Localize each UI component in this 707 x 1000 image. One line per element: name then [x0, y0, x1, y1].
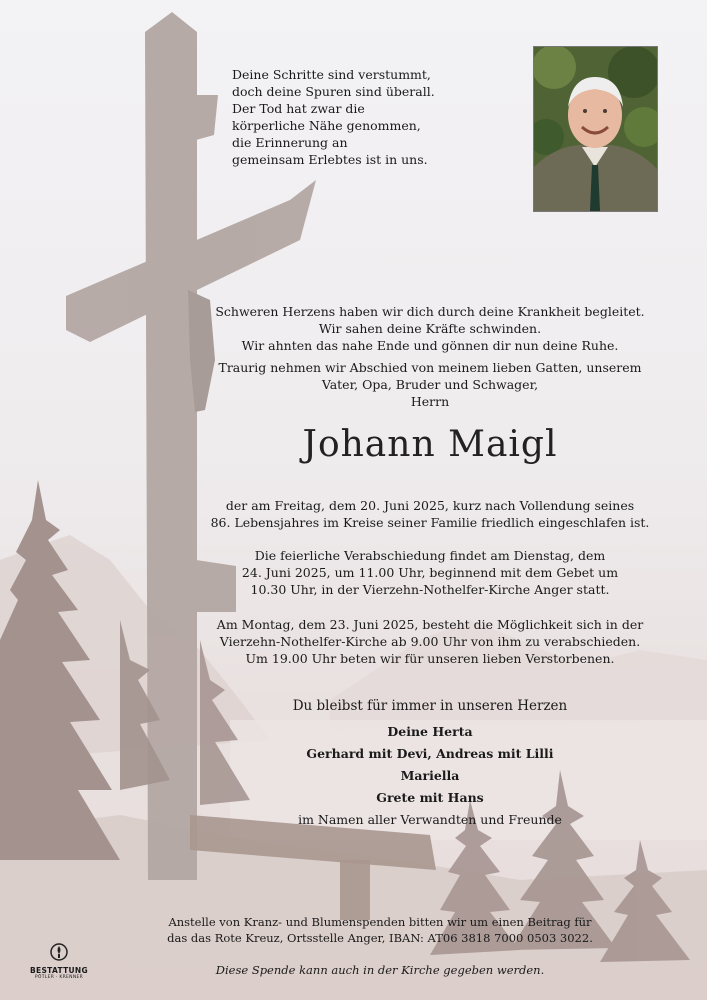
mourner-name: Mariella: [400, 768, 460, 783]
portrait-icon: [534, 47, 657, 211]
donation-line: Anstelle von Kranz- und Blumenspenden bitten wir um einen Beitrag für: [168, 915, 592, 929]
poem-line: körperliche Nähe genommen,: [232, 118, 421, 133]
intro-line: Wir sahen deine Kräfte schwinden.: [318, 321, 542, 336]
viewing-line: Am Montag, dem 23. Juni 2025, besteht die Möglichkeit sich in der: [216, 617, 644, 632]
farewell-text: [215, 359, 645, 410]
ceremony-line: 24. Juni 2025, um 11.00 Uhr, beginnend mit dem Gebet um: [241, 565, 619, 580]
deceased-name: Johann Maigl: [302, 424, 558, 465]
mourners-list: [240, 698, 620, 831]
viewing-line: Vierzehn-Nothelfer-Kirche ab 9.00 Uhr von ihm zu verabschieden.: [219, 634, 641, 649]
logo-subtitle: PÖTLER · KRENNER: [34, 975, 84, 980]
farewell-line: Herrn: [410, 394, 450, 409]
viewing-info: [200, 616, 660, 667]
ceremony-line: Die feierliche Verabschiedung findet am Dienstag, dem: [254, 548, 606, 563]
mourner-name: Deine Herta: [387, 724, 473, 739]
intro-text: [215, 303, 645, 354]
candle-logo-icon: [49, 942, 69, 962]
mourner-name: Grete mit Hans: [376, 790, 484, 805]
donation-note: Diese Spende kann auch in der Kirche gegeben werden.: [215, 963, 545, 977]
mourner-name: Gerhard mit Devi, Andreas mit Lilli: [306, 746, 554, 761]
logo-title: BESTATTUNG: [30, 966, 88, 975]
viewing-line: Um 19.00 Uhr beten wir für unseren lieben Verstorbenen.: [245, 651, 615, 666]
intro-line: Schweren Herzens haben wir dich durch deine Krankheit begleitet.: [215, 304, 645, 319]
poem-line: doch deine Spuren sind überall.: [232, 84, 435, 99]
death-notice: [200, 497, 660, 531]
ceremony-line: 10.30 Uhr, in der Vierzehn-Nothelfer-Kirche Anger statt.: [250, 582, 610, 597]
portrait-photo: [533, 46, 658, 212]
farewell-line: Traurig nehmen wir Abschied von meinem lieben Gatten, unserem: [218, 360, 642, 375]
donation-request: [150, 914, 610, 946]
ceremony-info: [200, 547, 660, 598]
mourners-header: Du bleibst für immer in unseren Herzen: [292, 698, 568, 714]
funeral-home-logo: [24, 942, 94, 980]
death-line: 86. Lebensjahres im Kreise seiner Familie friedlich eingeschlafen ist.: [210, 515, 650, 530]
mourners-closing: im Namen aller Verwandten und Freunde: [298, 812, 562, 827]
donation-line: das das Rote Kreuz, Ortsstelle Anger, IBAN: AT06 3818 7000 0503 3022.: [167, 931, 593, 945]
death-line: der am Freitag, dem 20. Juni 2025, kurz nach Vollendung seines: [225, 498, 635, 513]
poem-line: Der Tod hat zwar die: [232, 101, 365, 116]
intro-line: Wir ahnten das nahe Ende und gönnen dir nun deine Ruhe.: [241, 338, 619, 353]
poem-line: Deine Schritte sind verstummt,: [232, 67, 431, 82]
poem-line: gemeinsam Erlebtes ist in uns.: [232, 152, 428, 167]
farewell-line: Vater, Opa, Bruder und Schwager,: [321, 377, 539, 392]
poem: [232, 66, 482, 168]
poem-line: die Erinnerung an: [232, 135, 348, 150]
